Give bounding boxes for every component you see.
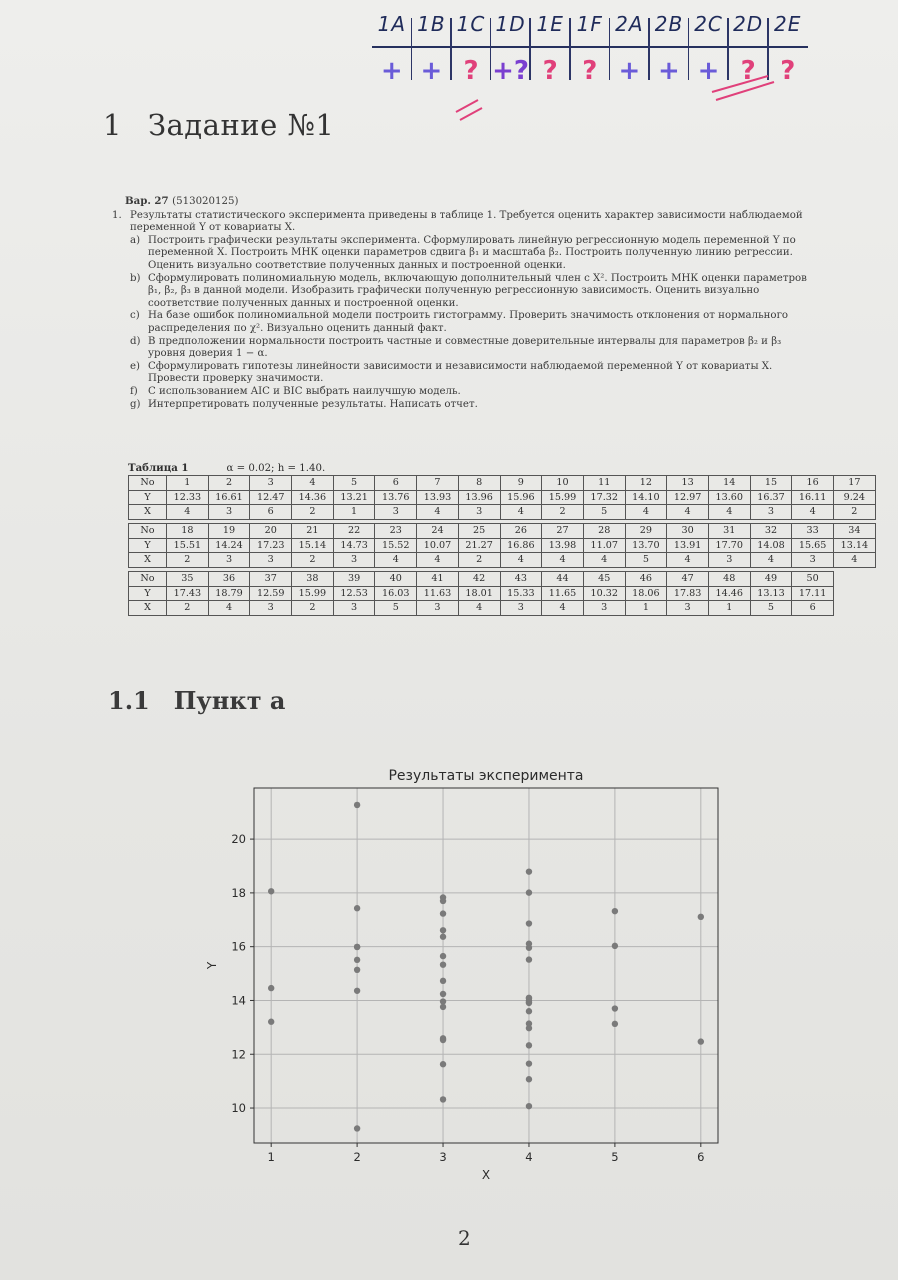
- section-title: Задание №1: [147, 108, 335, 142]
- data-point: [440, 910, 446, 916]
- table-cell: 26: [500, 524, 542, 539]
- table-cell: 4: [667, 553, 709, 568]
- data-point: [526, 1042, 532, 1048]
- table-cell: 4: [542, 553, 584, 568]
- table-cell: 13.13: [750, 586, 792, 601]
- section-number: 1: [103, 108, 122, 142]
- table-cell: 33: [792, 524, 834, 539]
- table-cell: 11: [583, 476, 625, 491]
- table-cell: 18: [167, 524, 209, 539]
- table-cell: 37: [250, 572, 292, 587]
- table-cell: 16.11: [792, 490, 834, 505]
- data-point: [268, 888, 274, 894]
- data-point: [354, 1125, 360, 1131]
- data-point: [526, 889, 532, 895]
- data-point: [440, 961, 446, 967]
- table-cell: 5: [375, 601, 417, 616]
- table-cell: 6: [250, 505, 292, 520]
- table-cell: 17.43: [167, 586, 209, 601]
- table-cell: 50: [792, 572, 834, 587]
- table-cell: 4: [417, 553, 459, 568]
- grade-underline: [372, 46, 808, 48]
- x-tick-label: 4: [525, 1150, 533, 1164]
- data-point: [526, 956, 532, 962]
- table-cell: 13: [667, 476, 709, 491]
- task-item-label: b): [130, 272, 141, 284]
- table-cell: 13.70: [625, 538, 667, 553]
- task-item-label: a): [130, 234, 141, 246]
- table-cell: 15.51: [167, 538, 209, 553]
- table-cell: 10.32: [583, 586, 625, 601]
- table-cell: 44: [542, 572, 584, 587]
- table-cell: 4: [834, 553, 876, 568]
- grade-label-1a: 1A: [377, 12, 406, 36]
- y-tick-label: 20: [231, 832, 246, 847]
- task-items: [112, 235, 812, 411]
- data-point: [354, 957, 360, 963]
- grade-label-1f: 1F: [576, 12, 603, 36]
- variant-label: Вар. 27: [125, 195, 169, 207]
- table-cell: 1: [625, 601, 667, 616]
- data-point: [526, 1076, 532, 1082]
- table-cell: 1: [167, 476, 209, 491]
- data-table-block: [128, 523, 876, 568]
- table-cell: 3: [333, 601, 375, 616]
- table-cell: 2: [542, 505, 584, 520]
- table-cell: 5: [583, 505, 625, 520]
- table-cell: 15.33: [500, 586, 542, 601]
- table-cell: 2: [167, 601, 209, 616]
- table-cell: 38: [292, 572, 334, 587]
- table-cell: 14.10: [625, 490, 667, 505]
- y-axis-label: Y: [205, 961, 219, 970]
- table-cell: 17.32: [583, 490, 625, 505]
- table-row: [129, 490, 876, 505]
- task-item-label: c): [130, 310, 140, 322]
- table-cell: 18.79: [208, 586, 250, 601]
- table-cell: 32: [750, 524, 792, 539]
- table-cell: 3: [667, 601, 709, 616]
- x-tick-label: 5: [611, 1150, 619, 1164]
- table-cell: 14.08: [750, 538, 792, 553]
- row-header: X: [129, 553, 167, 568]
- data-point: [440, 898, 446, 904]
- table-cell: 15.99: [292, 586, 334, 601]
- y-tick-label: 16: [231, 939, 246, 954]
- table-row: [129, 586, 834, 601]
- data-point: [526, 1060, 532, 1066]
- data-point: [440, 953, 446, 959]
- x-axis-label: X: [481, 1168, 491, 1182]
- table-row: [129, 524, 876, 539]
- data-point: [698, 1038, 704, 1044]
- row-header: X: [129, 601, 167, 616]
- table-cell: 34: [834, 524, 876, 539]
- table-cell: 3: [208, 553, 250, 568]
- table-cell: 16.37: [750, 490, 792, 505]
- table-cell: 4: [208, 601, 250, 616]
- data-point: [698, 914, 704, 920]
- table-cell: 17.70: [708, 538, 750, 553]
- table-cell: 14.73: [333, 538, 375, 553]
- table-cell: 49: [750, 572, 792, 587]
- table-cell: 1: [333, 505, 375, 520]
- grade-label-2d: 2D: [733, 12, 764, 36]
- task-item-label: g): [130, 398, 141, 410]
- task-item-label: d): [130, 335, 141, 347]
- data-point: [268, 985, 274, 991]
- task-intro: Результаты статистического эксперимента приведены в таблице 1. Требуется оценить характер зависимости наблюдаемой переменной Y от ковариаты X.: [130, 209, 803, 234]
- table-cell: 24: [417, 524, 459, 539]
- table-cell: 11.65: [542, 586, 584, 601]
- row-header: Y: [129, 490, 167, 505]
- grade-label-2b: 2B: [654, 12, 684, 36]
- task-item-label: e): [130, 360, 141, 372]
- grade-label-1b: 1B: [417, 12, 446, 36]
- subsection-heading: [108, 686, 285, 715]
- row-header: X: [129, 505, 167, 520]
- task-item-text: На базе ошибок полиномиальной модели построить гистограмму. Проверить значимость отклонения от нормального распределения по χ². Визуально оценить данный факт.: [148, 310, 789, 334]
- table-cell: 5: [750, 601, 792, 616]
- table-cell: 13.21: [333, 490, 375, 505]
- table-cell: 12.97: [667, 490, 709, 505]
- table-cell: 39: [333, 572, 375, 587]
- table-cell: 3: [250, 601, 292, 616]
- table-cell: 16: [792, 476, 834, 491]
- data-point: [440, 1037, 446, 1043]
- table-cell: 9.24: [834, 490, 876, 505]
- table-cell: 14.36: [292, 490, 334, 505]
- row-header: No: [129, 476, 167, 491]
- table-cell: 4: [708, 505, 750, 520]
- table-cell: 27: [542, 524, 584, 539]
- x-tick-label: 2: [353, 1150, 361, 1164]
- task-item: [112, 336, 812, 361]
- data-point: [268, 1019, 274, 1025]
- grade-label-1d: 1D: [495, 12, 526, 36]
- row-header: No: [129, 572, 167, 587]
- table-cell: 28: [583, 524, 625, 539]
- data-point: [526, 1025, 532, 1031]
- table-cell: 15.52: [375, 538, 417, 553]
- data-point: [526, 1000, 532, 1006]
- data-point: [440, 927, 446, 933]
- table-cell: 2: [208, 476, 250, 491]
- task-item-text: Сформулировать гипотезы линейности зависимости и независимости наблюдаемой переменной Y от ковариаты X. Провести проверку значимости.: [148, 360, 773, 385]
- table-cell: 2: [834, 505, 876, 520]
- table-cell: 15.14: [292, 538, 334, 553]
- table-cell: 8: [458, 476, 500, 491]
- table-cell: 15.99: [542, 490, 584, 505]
- table-cell: 13.93: [417, 490, 459, 505]
- data-point: [526, 868, 532, 874]
- table-cell: 15.65: [792, 538, 834, 553]
- table-cell: 4: [292, 476, 334, 491]
- table-cell: 21.27: [458, 538, 500, 553]
- table-cell: 47: [667, 572, 709, 587]
- data-point: [440, 1004, 446, 1010]
- grade-label-2c: 2C: [694, 12, 723, 36]
- x-tick-label: 1: [267, 1150, 275, 1164]
- task-intro-line: [112, 210, 812, 235]
- table-cell: 20: [250, 524, 292, 539]
- task-item: [112, 399, 812, 412]
- data-point: [440, 934, 446, 940]
- table-cell: 15.96: [500, 490, 542, 505]
- table-cell: 14: [708, 476, 750, 491]
- task-item: [112, 235, 812, 273]
- table-cell: 23: [375, 524, 417, 539]
- x-tick-label: 6: [697, 1150, 705, 1164]
- table-cell: 4: [583, 553, 625, 568]
- table-cell: 3: [583, 601, 625, 616]
- table-cell: 6: [375, 476, 417, 491]
- table-row: [129, 476, 876, 491]
- table-cell: 12.53: [333, 586, 375, 601]
- table-cell: 3: [417, 601, 459, 616]
- grade-mark: +: [420, 56, 443, 86]
- table-cell: 29: [625, 524, 667, 539]
- variant-code: (513020125): [172, 196, 239, 207]
- task-item-text: Сформулировать полиномиальную модель, включающую дополнительный член с X². Построить МНК оценки параметров β₁, β₂, β₃ в данной модели. Изобразить графически полученную регрессионную зависимость. Оценить визуально соответствие полученных данных и построенной оценки.: [148, 272, 807, 309]
- table-cell: 5: [625, 553, 667, 568]
- grade-label-2a: 2A: [615, 12, 644, 36]
- table-cell: 36: [208, 572, 250, 587]
- table-cell: 18.06: [625, 586, 667, 601]
- table-row: [129, 538, 876, 553]
- task-item: [112, 273, 812, 311]
- data-point: [440, 978, 446, 984]
- table-cell: 12.59: [250, 586, 292, 601]
- grade-mark: ?: [463, 56, 479, 86]
- data-point: [526, 1008, 532, 1014]
- data-point: [612, 1021, 618, 1027]
- row-header: No: [129, 524, 167, 539]
- table-cell: 3: [458, 505, 500, 520]
- task-item-text: Интерпретировать полученные результаты. Написать отчет.: [148, 398, 478, 410]
- variant-line: [125, 195, 812, 209]
- table-cell: 3: [208, 505, 250, 520]
- table-cell: 22: [333, 524, 375, 539]
- data-point: [354, 905, 360, 911]
- subsection-title: Пункт a: [173, 686, 286, 715]
- data-point: [612, 943, 618, 949]
- table-cell: 14.46: [708, 586, 750, 601]
- task-item-text: В предположении нормальности построить частные и совместные доверительные интервалы для параметров β₂ и β₃ уровня доверия 1 − α.: [148, 335, 782, 360]
- section-heading: [103, 108, 334, 142]
- table-cell: 48: [708, 572, 750, 587]
- y-tick-label: 14: [231, 993, 246, 1008]
- table-cell: 3: [500, 601, 542, 616]
- grade-mark: +: [658, 56, 680, 86]
- table-row: [129, 505, 876, 520]
- y-tick-label: 10: [231, 1101, 246, 1116]
- grade-mark: ?: [780, 56, 796, 86]
- table-cell: 2: [458, 553, 500, 568]
- task-item: [112, 386, 812, 399]
- table-cell: 4: [667, 505, 709, 520]
- table-cell: 11.63: [417, 586, 459, 601]
- y-tick-label: 18: [231, 885, 246, 900]
- grade-labels: [372, 12, 808, 36]
- table-cell: 4: [625, 505, 667, 520]
- table-cell: 30: [667, 524, 709, 539]
- table-params: α = 0.02; h = 1.40.: [226, 463, 326, 474]
- table-cell: 16.86: [500, 538, 542, 553]
- table-cell: 13.76: [375, 490, 417, 505]
- data-point: [526, 945, 532, 951]
- table-cell: 17.83: [667, 586, 709, 601]
- data-table-block: [128, 475, 876, 520]
- table-caption-line: [128, 462, 325, 474]
- table-cell: 4: [375, 553, 417, 568]
- grade-mark: +: [697, 56, 720, 86]
- table-cell: 15: [750, 476, 792, 491]
- row-header: Y: [129, 586, 167, 601]
- table-cell: 13.96: [458, 490, 500, 505]
- grade-mark: ?: [740, 56, 756, 86]
- task-item-label: f): [130, 385, 138, 397]
- table-cell: 6: [792, 601, 834, 616]
- table-cell: 13.14: [834, 538, 876, 553]
- table-cell: 1: [708, 601, 750, 616]
- grade-label-1e: 1E: [536, 12, 564, 36]
- data-point: [440, 991, 446, 997]
- table-cell: 35: [167, 572, 209, 587]
- grade-mark: ?: [582, 56, 598, 86]
- plot-frame: [254, 788, 718, 1143]
- data-point: [440, 1061, 446, 1067]
- data-point: [354, 944, 360, 950]
- table-cell: 46: [625, 572, 667, 587]
- table-cell: 12.33: [167, 490, 209, 505]
- table-cell: 2: [167, 553, 209, 568]
- table-cell: 14.24: [208, 538, 250, 553]
- table-cell: 4: [500, 505, 542, 520]
- table-cell: 12.47: [250, 490, 292, 505]
- row-header: Y: [129, 538, 167, 553]
- grade-mark: ?: [542, 56, 558, 86]
- table-cell: 17.23: [250, 538, 292, 553]
- table-cell: 2: [292, 601, 334, 616]
- table-cell: 25: [458, 524, 500, 539]
- grade-label-1c: 1C: [456, 12, 486, 36]
- table-cell: 4: [750, 553, 792, 568]
- table-cell: 4: [417, 505, 459, 520]
- task-item: [112, 310, 812, 335]
- table-cell: 4: [500, 553, 542, 568]
- table-cell: 3: [333, 553, 375, 568]
- data-point: [354, 802, 360, 808]
- table-cell: 11.07: [583, 538, 625, 553]
- pen-strokes: [440, 70, 820, 130]
- scatter-chart: [196, 760, 736, 1200]
- table-cell: 4: [167, 505, 209, 520]
- table-cell: 12: [625, 476, 667, 491]
- table-cell: 42: [458, 572, 500, 587]
- table-cell: 3: [792, 553, 834, 568]
- page-number: 2: [458, 1226, 471, 1250]
- table-cell: 3: [250, 553, 292, 568]
- grade-mark: +: [618, 56, 641, 86]
- y-tick-label: 12: [231, 1047, 246, 1062]
- task-item-text: Построить графически результаты эксперимента. Сформулировать линейную регрессионную модель переменной Y по переменной X. Построить МНК оценки параметров сдвига β₁ и масштаба β₂. Построить полученную линию регрессии. Оценить визуально соответствие полученных данных и построенной оценки.: [148, 234, 796, 271]
- x-tick-label: 3: [439, 1150, 447, 1164]
- table-cell: 4: [792, 505, 834, 520]
- table-cell: 10: [542, 476, 584, 491]
- table-cell: 17.11: [792, 586, 834, 601]
- data-point: [526, 920, 532, 926]
- table-cell: 7: [417, 476, 459, 491]
- table-cell: 13.60: [708, 490, 750, 505]
- table-cell: 41: [417, 572, 459, 587]
- table-cell: 45: [583, 572, 625, 587]
- table-cell: 2: [292, 505, 334, 520]
- table-cell: 10.07: [417, 538, 459, 553]
- task-text: [112, 195, 812, 411]
- table-cell: 21: [292, 524, 334, 539]
- table-cell: 3: [708, 553, 750, 568]
- data-point: [612, 1005, 618, 1011]
- table-cell: 4: [542, 601, 584, 616]
- grade-mark: +: [380, 56, 403, 86]
- table-cell: 5: [333, 476, 375, 491]
- subsection-number: 1.1: [108, 686, 150, 715]
- table-cell: 17: [834, 476, 876, 491]
- table-cell: 13.98: [542, 538, 584, 553]
- table-cell: 19: [208, 524, 250, 539]
- table-cell: 31: [708, 524, 750, 539]
- table-cell: 3: [250, 476, 292, 491]
- task-item-text: С использованием AIC и BIC выбрать наилучшую модель.: [148, 385, 461, 397]
- table-cell: 40: [375, 572, 417, 587]
- table-cell: 3: [375, 505, 417, 520]
- grade-mark: +?: [492, 56, 530, 86]
- data-point: [354, 967, 360, 973]
- table-row: [129, 553, 876, 568]
- table-cell: 9: [500, 476, 542, 491]
- task-item: [112, 361, 812, 386]
- data-point: [354, 988, 360, 994]
- table-row: [129, 572, 834, 587]
- table-cell: 13.91: [667, 538, 709, 553]
- table-cell: 18.01: [458, 586, 500, 601]
- table-cell: 3: [750, 505, 792, 520]
- table-caption: Таблица 1: [128, 462, 189, 474]
- table-cell: 16.03: [375, 586, 417, 601]
- table-cell: 2: [292, 553, 334, 568]
- data-point: [612, 908, 618, 914]
- table-cell: 4: [458, 601, 500, 616]
- table-row: [129, 601, 834, 616]
- grade-label-2e: 2E: [774, 12, 802, 36]
- data-table-block: [128, 571, 834, 616]
- table-cell: 43: [500, 572, 542, 587]
- data-point: [526, 1103, 532, 1109]
- task-number: 1.: [112, 209, 122, 221]
- table-cell: 16.61: [208, 490, 250, 505]
- data-point: [440, 1096, 446, 1102]
- chart-title: Результаты эксперимента: [388, 768, 584, 784]
